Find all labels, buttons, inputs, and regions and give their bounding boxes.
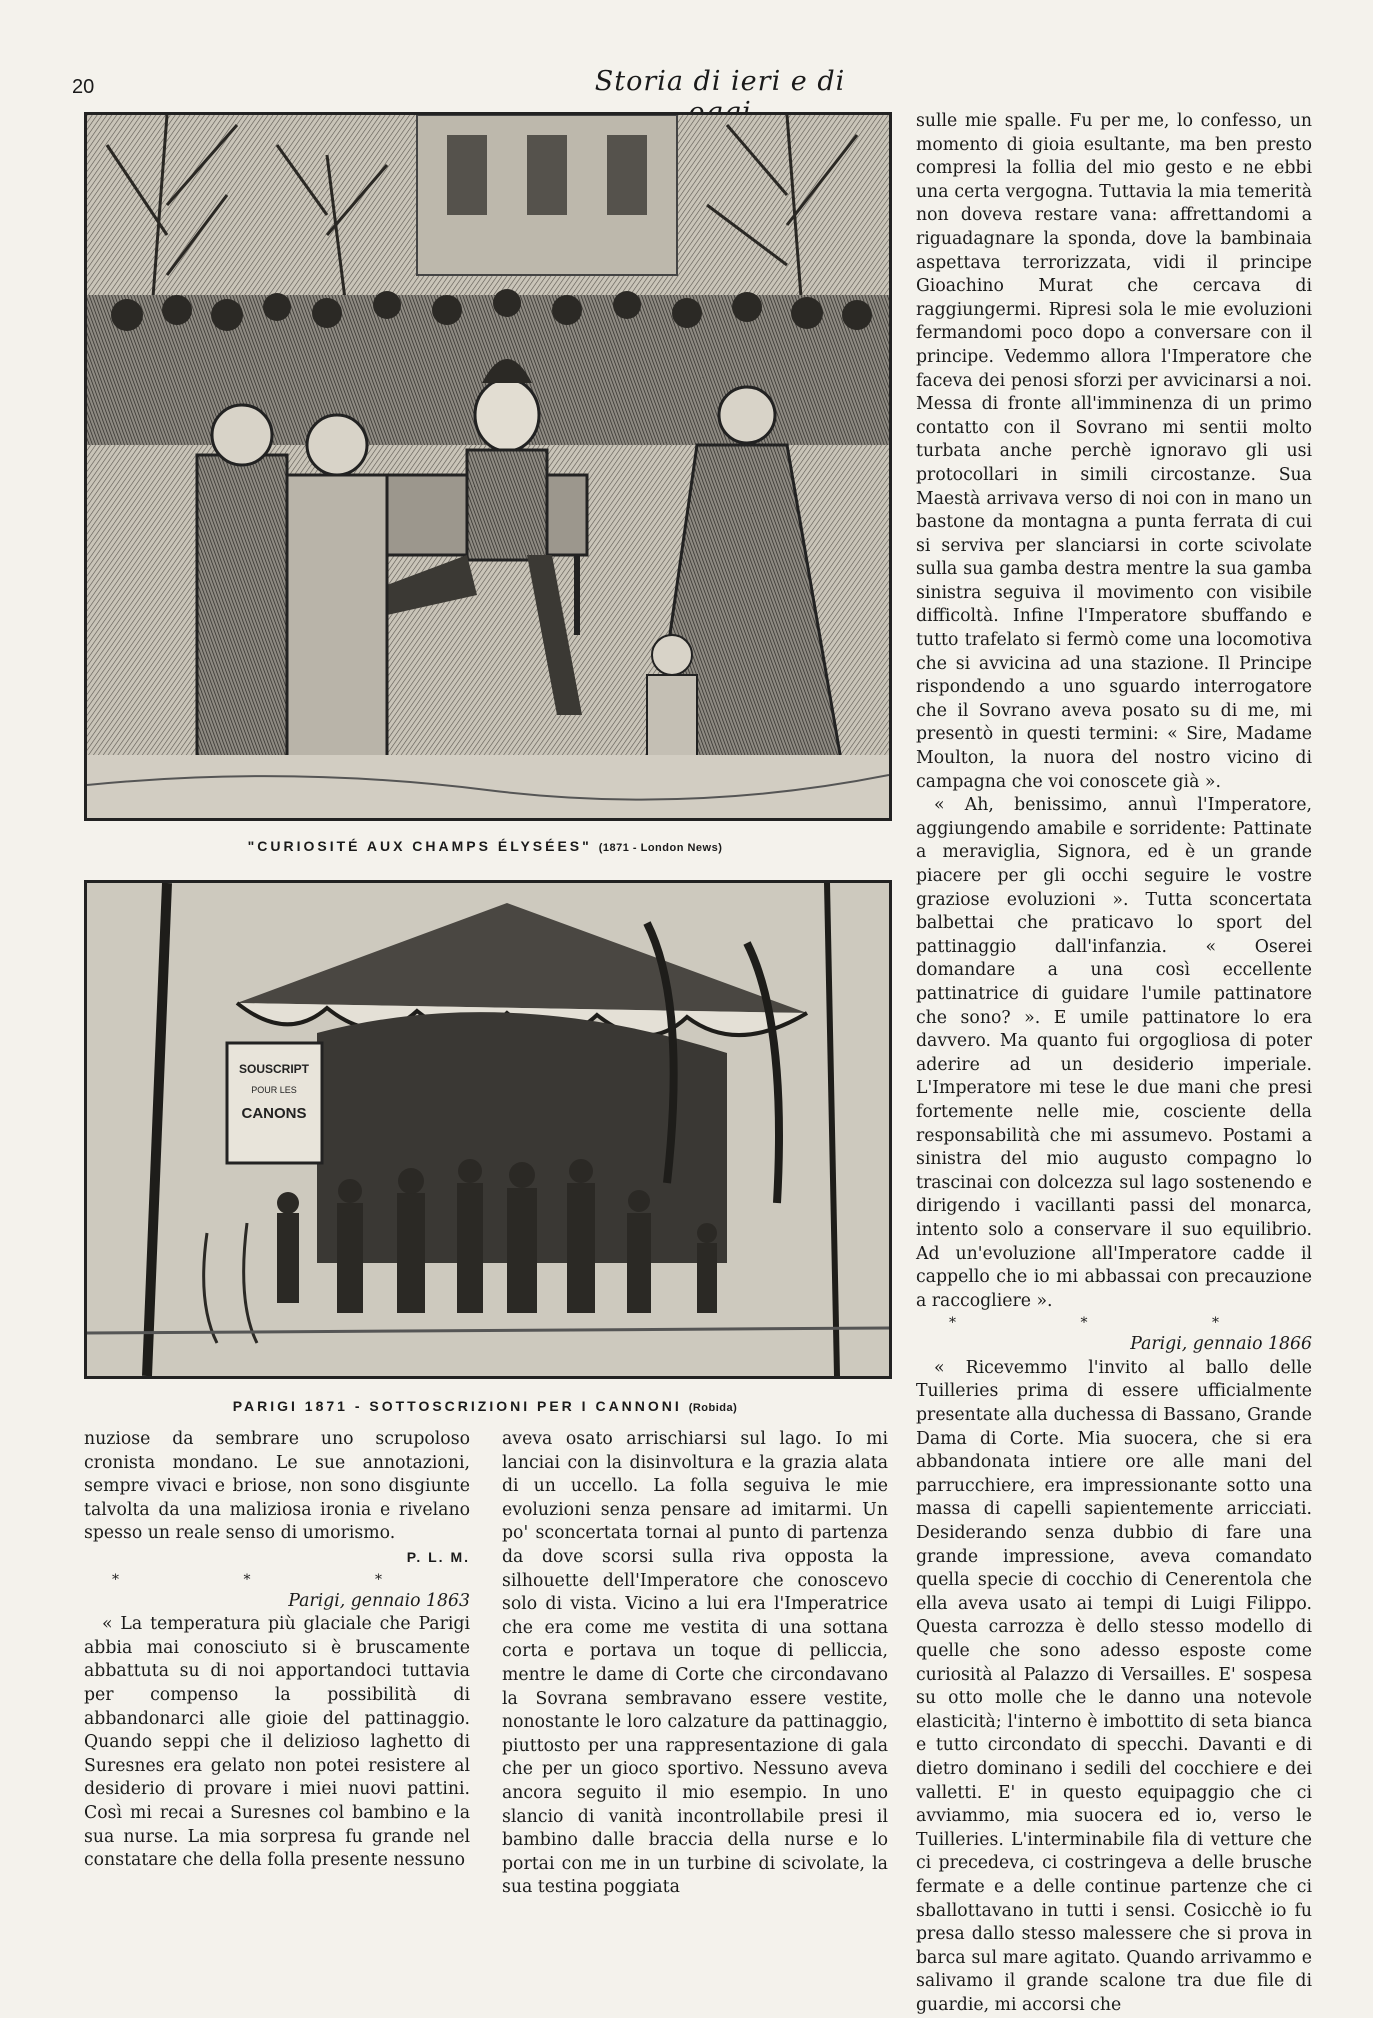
section-separator: * * * — [949, 1315, 1279, 1332]
caption-2-title: PARIGI 1871 - SOTTOSCRIZIONI PER I CANNONI — [232, 1398, 682, 1414]
sign-line-1: SOUSCRIPT — [238, 1062, 310, 1076]
illustration-sottoscrizioni — [84, 880, 892, 1379]
engraving-crowd-emperor-bench-icon — [87, 115, 889, 818]
caption-1-title: "CURIOSITÉ AUX CHAMPS ÉLYSÉES" — [247, 838, 592, 854]
text-column-right — [916, 110, 1312, 2018]
caption-1-source: (1871 - London News) — [598, 842, 723, 854]
section-separator: * * * — [112, 1571, 442, 1588]
running-title: Storia di ieri e di — [594, 66, 846, 97]
paragraph: « La temperatura più glaciale che Parigi abbia mai conosciuto si è bruscamente abbattuta su di noi apportandoci tuttavia per compenso la possibilità di abbandonarci alle gioie del pattinaggio. Quando seppi che il delizioso laghetto di Suresnes era gelato non potei resistere al desiderio di provare i miei nuovi pattini. Così mi recai a Suresnes col bambino e la sua nurse. La mia sorpresa fu grande nel constatare che della folla presente nessuno — [84, 1614, 470, 1871]
figure-caption-2 — [84, 1398, 886, 1414]
paragraph: « Ah, benissimo, annuì l'Imperatore, aggiungendo amabile e sorridente: Pattinate a meraviglia, Signora, ed è un grande piacere per gli occhi seguire le vostre graziose evoluzioni ». Tutta sconcertata balbettai che praticavo lo sport del pattinaggio dall'infanzia. « Oserei domandare a una così eccellente pattinatrice di guidare l'umile pattinatore che sono? ». E umile pattinatore lo era davvero. Ma quanto fui orgogliosa di poter aderire ad un desiderio imperiale. L'Imperatore mi tese le due mani che presi fortemente nelle mie, cosciente della responsabilità che mi assumevo. Postami a sinistra del mio augusto compagno lo trascinai con dolcezza sul lago sostenendo e dirigendo i vacillanti passi del monarca, intento solo a conservare il suo equilibrio. Ad un'evoluzione all'Imperatore cadde il cappello che io mi abbassai con precauzione a raccogliere ». — [916, 795, 1312, 1311]
text-column-middle — [502, 1428, 888, 1900]
dateline: Parigi, gennaio 1863 — [288, 1590, 470, 1611]
paragraph: nuziose da sembrare uno scrupoloso cronista mondano. Le sue annotazioni, sempre vivaci e briose, non sono disgiunte talvolta da una maliziosa ironia e rivelano spesso un reale senso di umorismo. — [84, 1429, 470, 1544]
sign-line-2: POUR LES — [251, 1085, 297, 1095]
sketch-tent-crowd-subscription-icon — [87, 883, 889, 1376]
paragraph: « Ricevemmo l'invito al ballo delle Tuilleries prima di essere ufficialmente presentate alla duchessa di Bassano, Grande Dama di Corte. Mia suocera, che si era abbandonata intiere ore alle mani del parrucchiere, era impressionante sotto una massa di capelli sapientemente arricciati. Desiderando senza dubbio di fare una grande impressione, aveva comandato quella specie di cocchio di Cenerentola che ella aveva usato ai tempi di Luigi Filippo. Questa carrozza è dello stesso modello di quelle che sono adesso esposte come curiosità al Palazzo di Versailles. E' sospesa su otto molle che le danno una notevole elasticità; l'interno è imbottito di seta bianca e tutto circondato di specchi. Davanti e di dietro dominano i sedili del cocchiere e dei valletti. E' in questo equipaggio che ci avviammo, mia suocera ed io, verso le Tuilleries. L'interminabile fila di vetture che ci precedeva, ci costringeva a delle brusche fermate e a delle continue partenze che ci sballottavano in tutti i sensi. Cosicchè io fu presa dallo stesso malessere che si prova in barca sul mare agitato. Quando arrivammo e salivamo il grande scalone tra due file di guardie, mi accorsi che — [916, 1357, 1312, 2015]
caption-2-source: (Robida) — [688, 1402, 738, 1414]
figure-caption-1 — [84, 838, 886, 854]
text-column-left — [84, 1428, 470, 1873]
dateline: Parigi, gennaio 1866 — [1130, 1334, 1312, 1355]
author-signature: P. L. M. — [406, 1548, 470, 1565]
illustration-champs-elysees — [84, 112, 892, 821]
paragraph: aveva osato arrischiarsi sul lago. Io mi lanciai con la disinvoltura e la grazia alata di un uccello. La folla seguiva le mie evoluzioni senza pensare ad imitarmi. Un po' sconcertata tornai al punto di partenza da dove scorsi sulla riva opposta la silhouette dell'Imperatore che conoscevo solo di vista. Vicino a lui era l'Imperatrice che era come me vestita di una sottana corta e portava un toque di pelliccia, mentre le dame di Corte che circondavano la Sovrana sembravano essere vestite, nonostante le loro calzature da pattinaggio, piuttosto per una rappresentazione di gala che per un gioco sportivo. Nessuno aveva ancora seguito il mio esempio. In uno slancio di vanità incontrollabile presi il bambino dalle braccia della nurse e lo portai con me in un turbine di scivolate, la sua testina poggiata — [502, 1429, 888, 1898]
sign-line-3: CANONS — [241, 1105, 307, 1122]
page-number: 20 — [72, 76, 95, 98]
paragraph: sulle mie spalle. Fu per me, lo confesso, un momento di gioia esultante, ma ben presto compresi la follia del mio gesto e ne ebbi una certa vergogna. Tuttavia la mia temerità non doveva restare vana: affrettandomi a riguadagnare la sponda, dove la bambinaia aspettava terrorizzata, vidi il principe Gioachino Murat che cercava di raggiungermi. Ripresi sola le mie evoluzioni fermandomi poco dopo a conversare con il principe. Vedemmo allora l'Imperatore che faceva dei penosi sforzi per avvicinarsi a noi. Messa di fronte all'imminenza di un primo contatto con il Sovrano mi sentii molto turbata anche perchè ignoravo gli usi protocollari in simili circostanze. Sua Maestà arrivava verso di noi con in mano un bastone da montagna a punta ferrata di cui si serviva per slanciarsi in corte scivolate sulla sua gamba destra mentre la sua gamba sinistra seguiva il movimento con visibile difficoltà. Infine l'Imperatore sbuffando e tutto trafelato si fermò come una locomotiva che si avvicina ad una stazione. Il Principe rispondendo a uno sguardo interrogatore che il Sovrano aveva posato su di me, mi presentò in questi termini: « Sire, Madame Moulton, la nuora del nostro vicino di campagna che voi conoscete già ». — [916, 111, 1312, 792]
